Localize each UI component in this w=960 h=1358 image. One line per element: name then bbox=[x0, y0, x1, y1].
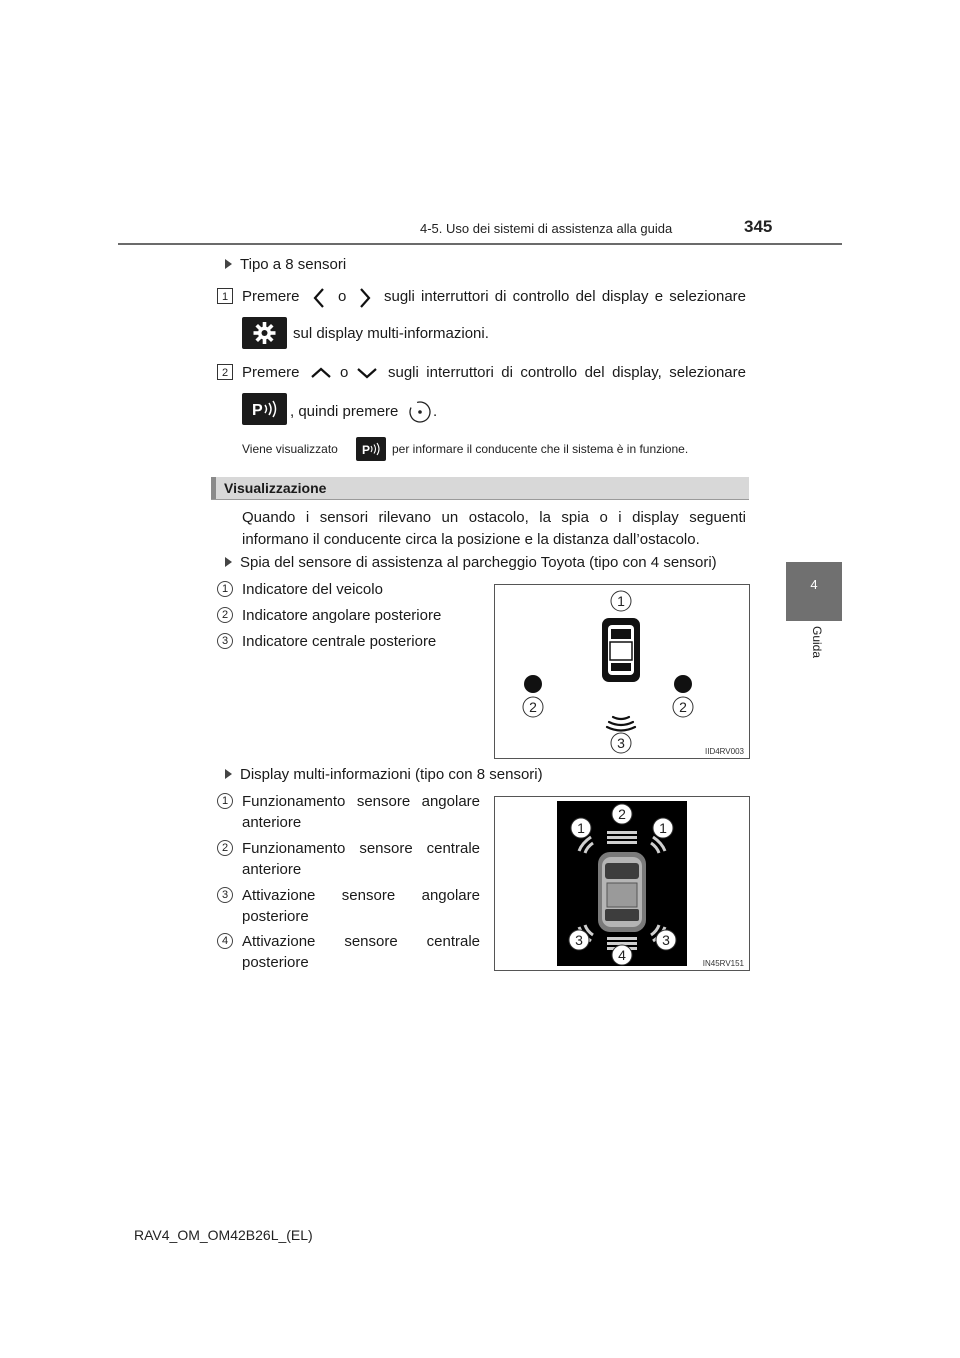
note-inform: per informare il conducente che il sistema è in funzione. bbox=[392, 442, 689, 456]
section-title: Visualizzazione bbox=[224, 480, 327, 496]
step2-instruction: sugli interruttori di controllo del display, selezionare bbox=[388, 364, 746, 381]
note-shown: Viene visualizzato bbox=[242, 442, 338, 456]
fig2-code: IN45RV151 bbox=[702, 959, 744, 968]
page-number: 345 bbox=[744, 217, 773, 236]
triangle-bullet-icon bbox=[225, 769, 232, 779]
triangle-bullet-icon bbox=[225, 259, 232, 269]
chevron-right-icon bbox=[358, 287, 372, 309]
bullet-multi-info-display: Display multi-informazioni (tipo con 8 sensori) bbox=[225, 764, 543, 785]
list8-label-3a: Attivazione sensore angolare bbox=[242, 887, 480, 904]
list8-label-4b: posteriore bbox=[242, 954, 309, 971]
chevron-left-icon bbox=[312, 287, 326, 309]
settings-gear-icon bbox=[242, 317, 287, 349]
step2-premere: Premere bbox=[242, 364, 300, 381]
triangle-bullet-icon bbox=[225, 557, 232, 567]
chapter-number: 4 bbox=[810, 577, 818, 592]
rear-left-corner-indicator bbox=[524, 675, 542, 693]
step1-premere: Premere bbox=[242, 288, 300, 305]
list8-item-2 bbox=[242, 838, 480, 880]
step-number-1: 1 bbox=[217, 288, 233, 304]
eight-sensor-diagram bbox=[495, 797, 749, 970]
header-divider bbox=[118, 243, 842, 245]
step1-display-text: sul display multi-informazioni. bbox=[293, 325, 489, 342]
fig1-label-2-left: 2 bbox=[529, 699, 537, 715]
fig2-label-4: 4 bbox=[618, 947, 626, 963]
list8-num-4: 4 bbox=[217, 933, 233, 949]
figure-4-sensor-indicator bbox=[494, 584, 750, 759]
list8-num-1: 1 bbox=[217, 793, 233, 809]
step2-period: . bbox=[433, 403, 438, 420]
list4-label-3: Indicatore centrale posteriore bbox=[242, 633, 437, 650]
fig1-label-3: 3 bbox=[617, 735, 625, 751]
step1-or: o bbox=[338, 288, 347, 305]
fig2-label-3-left: 3 bbox=[575, 932, 583, 948]
section-rule bbox=[211, 499, 749, 500]
list8-label-1a: Funzionamento sensore angolare bbox=[242, 793, 480, 810]
parking-sensor-small-icon bbox=[356, 437, 386, 461]
svg-text:P: P bbox=[252, 402, 263, 419]
list8-num-3: 3 bbox=[217, 887, 233, 903]
fig1-label-1: 1 bbox=[617, 593, 625, 609]
list8-label-4a: Attivazione sensore centrale bbox=[242, 933, 480, 950]
step2-or: o bbox=[340, 364, 349, 381]
list8-item-3 bbox=[242, 885, 480, 927]
parking-sensor-icon bbox=[242, 393, 287, 425]
rear-center-indicator-icon bbox=[607, 717, 635, 731]
list8-item-1 bbox=[242, 791, 480, 833]
fig2-label-1-left: 1 bbox=[577, 820, 585, 836]
fig1-label-2-right: 2 bbox=[679, 699, 687, 715]
vehicle-top-view-icon bbox=[598, 852, 646, 932]
figure-8-sensor-display bbox=[494, 796, 750, 971]
fig2-label-2: 2 bbox=[618, 806, 626, 822]
list4-label-2: Indicatore angolare posteriore bbox=[242, 607, 442, 624]
chevron-up-icon bbox=[310, 366, 332, 380]
fig2-label-3-right: 3 bbox=[662, 932, 670, 948]
chapter-label: Guida bbox=[810, 625, 824, 659]
section-bar-visualizzazione bbox=[211, 477, 749, 500]
ok-button-icon bbox=[408, 400, 432, 424]
intro-paragraph: Quando i sensori rilevano un ostacolo, la spia o i display seguenti informano il conducente circa la posizione e la distanza dall’ostacolo. bbox=[242, 509, 746, 548]
bullet-4-sensors: Spia del sensore di assistenza al parcheggio Toyota (tipo con 4 sensori) bbox=[225, 552, 717, 573]
list4-num-1: 1 bbox=[217, 581, 233, 597]
list8-label-2b: anteriore bbox=[242, 861, 302, 878]
rear-right-corner-indicator bbox=[674, 675, 692, 693]
list8-label-3b: posteriore bbox=[242, 908, 309, 925]
list8-label-2a: Funzionamento sensore centrale bbox=[242, 840, 480, 857]
list4-num-3: 3 bbox=[217, 633, 233, 649]
step-number-2: 2 bbox=[217, 364, 233, 380]
list8-label-1b: anteriore bbox=[242, 814, 302, 831]
four-sensor-diagram bbox=[495, 585, 749, 758]
document-code: RAV4_OM_OM42B26L_(EL) bbox=[134, 1227, 313, 1243]
list8-item-4 bbox=[242, 931, 480, 973]
section-heading: 4-5. Uso dei sistemi di assistenza alla guida bbox=[420, 221, 673, 236]
fig2-label-1-right: 1 bbox=[659, 820, 667, 836]
bullet-8-sensors: Tipo a 8 sensori bbox=[225, 254, 346, 275]
chevron-down-icon bbox=[356, 366, 378, 380]
step2-then-press: , quindi premere bbox=[290, 403, 399, 420]
list4-num-2: 2 bbox=[217, 607, 233, 623]
step1-instruction: sugli interruttori di controllo del display e selezionare bbox=[384, 288, 746, 305]
list4-label-1: Indicatore del veicolo bbox=[242, 581, 383, 598]
vehicle-indicator-icon bbox=[602, 618, 640, 682]
list8-num-2: 2 bbox=[217, 840, 233, 856]
svg-text:P: P bbox=[362, 443, 371, 457]
fig1-code: IID4RV003 bbox=[705, 747, 744, 756]
front-center-sensor-bars bbox=[607, 831, 637, 844]
